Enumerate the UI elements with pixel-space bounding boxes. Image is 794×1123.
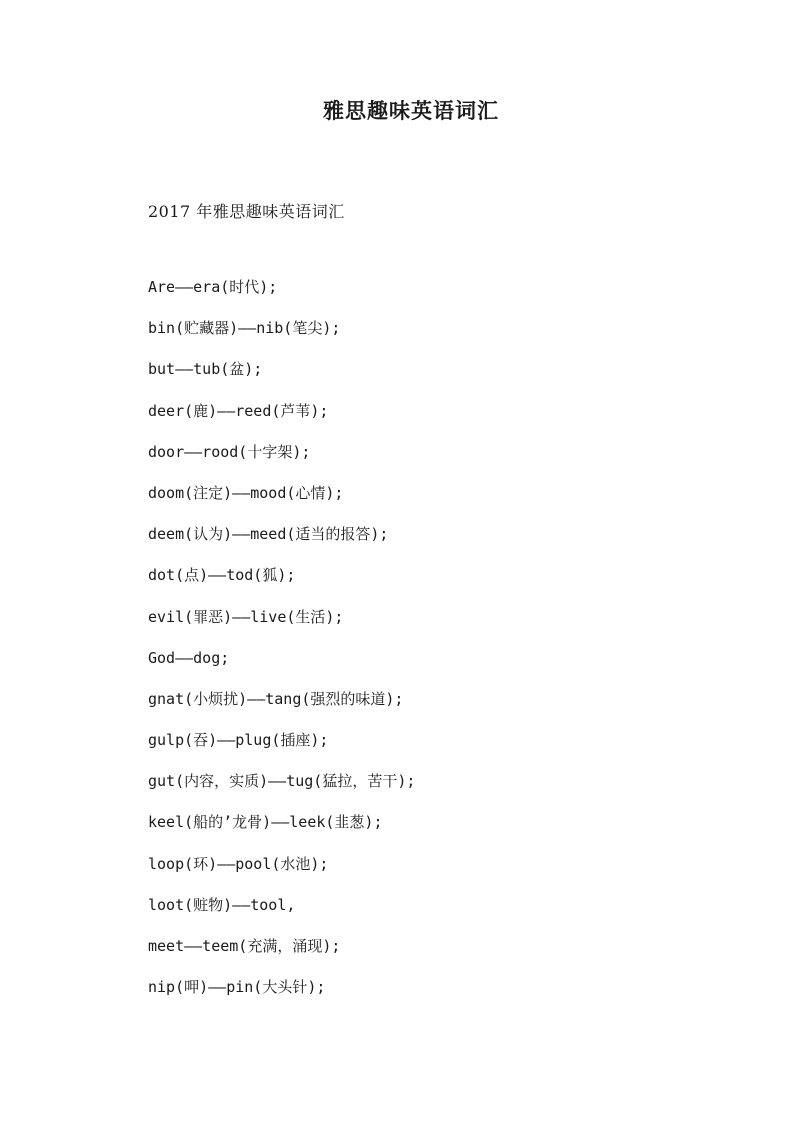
vocabulary-entry: bin(贮藏器)——nib(笔尖); xyxy=(148,319,341,338)
vocabulary-list xyxy=(148,272,415,1013)
vocabulary-entry: loop(环)——pool(水池); xyxy=(148,854,329,873)
vocabulary-entry: keel(船的’龙骨)——leek(韭葱); xyxy=(148,813,383,832)
vocabulary-entry: gut(内容，实质)——tug(猛拉，苦干); xyxy=(148,772,416,791)
vocabulary-entry: meet——teem(充满，涌现); xyxy=(148,937,341,955)
vocabulary-entry: doom(注定)——mood(心情); xyxy=(148,483,344,502)
vocabulary-entry: gnat(小烦扰)——tang(强烈的味道); xyxy=(148,689,404,708)
vocabulary-entry: dot(点)——tod(狐); xyxy=(148,566,296,585)
document-title: 雅思趣味英语词汇 xyxy=(323,98,499,123)
vocabulary-entry: deer(鹿)——reed(芦苇); xyxy=(148,401,329,420)
vocabulary-entry: nip(呷)——pin(大头针); xyxy=(148,978,326,997)
vocabulary-entry: deem(认为)——meed(适当的报答); xyxy=(148,525,389,544)
vocabulary-entry: but——tub(盆); xyxy=(148,360,263,379)
vocabulary-entry: gulp(吞)——plug(插座); xyxy=(148,731,329,750)
vocabulary-entry: loot(赃物)——tool, xyxy=(148,895,296,914)
document-subtitle: 2017 年雅思趣味英语词汇 xyxy=(148,202,345,221)
vocabulary-entry: evil(罪恶)——live(生活); xyxy=(148,607,344,626)
vocabulary-entry: Are——era(时代); xyxy=(148,278,278,296)
vocabulary-entry: God——dog; xyxy=(148,648,230,667)
vocabulary-entry: door——rood(十字架); xyxy=(148,442,311,461)
